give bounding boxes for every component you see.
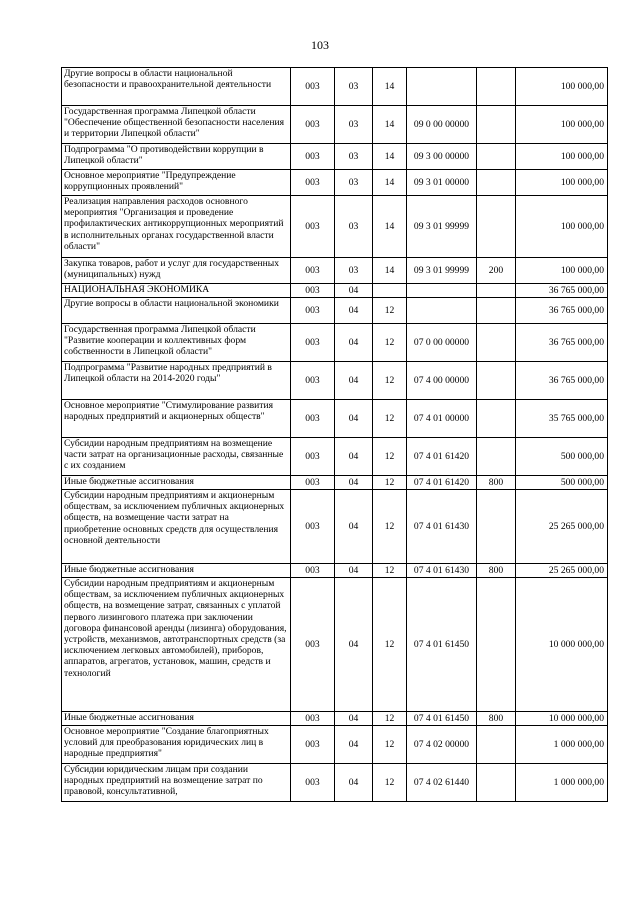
expense-name-cell: Иные бюджетные ассигнования bbox=[62, 712, 291, 726]
ministry-code-cell: 003 bbox=[291, 170, 335, 196]
ministry-code-cell: 003 bbox=[291, 196, 335, 258]
table-row bbox=[62, 106, 608, 144]
table-row bbox=[62, 476, 608, 490]
subsection-code-cell: 12 bbox=[373, 400, 407, 438]
budget-table bbox=[61, 67, 608, 802]
ministry-code-cell: 003 bbox=[291, 438, 335, 476]
section-code-cell: 04 bbox=[335, 324, 373, 362]
table-row bbox=[62, 362, 608, 400]
section-code-cell: 03 bbox=[335, 68, 373, 106]
expense-name-cell: Субсидии юридическим лицам при создании народных предприятий на возмещение затрат по правовой, консультативной, bbox=[62, 764, 291, 802]
section-code-cell: 03 bbox=[335, 258, 373, 284]
expense-name-cell: Другие вопросы в области национальной экономики bbox=[62, 298, 291, 324]
expense-type-cell: 800 bbox=[477, 712, 516, 726]
subsection-code-cell: 12 bbox=[373, 298, 407, 324]
expense-name-cell: Основное мероприятие "Предупреждение коррупционных проявлений" bbox=[62, 170, 291, 196]
target-article-cell: 09 3 01 99999 bbox=[407, 196, 477, 258]
expense-name-cell: Государственная программа Липецкой области "Развитие кооперации и коллективных форм собственности в Липецкой области" bbox=[62, 324, 291, 362]
table-row bbox=[62, 68, 608, 106]
expense-type-cell: 200 bbox=[477, 258, 516, 284]
amount-cell: 100 000,00 bbox=[516, 144, 608, 170]
amount-cell: 100 000,00 bbox=[516, 258, 608, 284]
target-article-cell: 07 4 01 61420 bbox=[407, 438, 477, 476]
amount-cell: 100 000,00 bbox=[516, 106, 608, 144]
expense-name-cell: Иные бюджетные ассигнования bbox=[62, 476, 291, 490]
expense-name-cell: Иные бюджетные ассигнования bbox=[62, 564, 291, 578]
expense-type-cell bbox=[477, 362, 516, 400]
amount-cell: 1 000 000,00 bbox=[516, 726, 608, 764]
target-article-cell bbox=[407, 284, 477, 298]
expense-type-cell bbox=[477, 324, 516, 362]
ministry-code-cell: 003 bbox=[291, 298, 335, 324]
target-article-cell: 07 4 01 61430 bbox=[407, 564, 477, 578]
table-row bbox=[62, 726, 608, 764]
target-article-cell: 07 4 01 00000 bbox=[407, 400, 477, 438]
amount-cell: 36 765 000,00 bbox=[516, 284, 608, 298]
table-row bbox=[62, 170, 608, 196]
target-article-cell: 07 4 00 00000 bbox=[407, 362, 477, 400]
section-code-cell: 04 bbox=[335, 438, 373, 476]
expense-name-cell: Основное мероприятие "Стимулирование развития народных предприятий и акционерных обществ" bbox=[62, 400, 291, 438]
ministry-code-cell: 003 bbox=[291, 144, 335, 170]
section-code-cell: 03 bbox=[335, 106, 373, 144]
ministry-code-cell: 003 bbox=[291, 258, 335, 284]
ministry-code-cell: 003 bbox=[291, 324, 335, 362]
section-code-cell: 04 bbox=[335, 564, 373, 578]
ministry-code-cell: 003 bbox=[291, 400, 335, 438]
expense-name-cell: Подпрограмма "Развитие народных предприятий в Липецкой области на 2014-2020 годы" bbox=[62, 362, 291, 400]
table-row bbox=[62, 490, 608, 564]
section-code-cell: 04 bbox=[335, 726, 373, 764]
subsection-code-cell: 14 bbox=[373, 106, 407, 144]
amount-cell: 100 000,00 bbox=[516, 68, 608, 106]
expense-type-cell bbox=[477, 68, 516, 106]
table-row bbox=[62, 144, 608, 170]
section-code-cell: 04 bbox=[335, 400, 373, 438]
subsection-code-cell: 12 bbox=[373, 324, 407, 362]
target-article-cell: 07 4 02 61440 bbox=[407, 764, 477, 802]
table-row bbox=[62, 324, 608, 362]
amount-cell: 10 000 000,00 bbox=[516, 578, 608, 712]
table-row bbox=[62, 578, 608, 712]
expense-name-cell: Реализация направления расходов основного мероприятия "Организация и проведение профилактических антикоррупционных мероприятий в исполнительных органах государственной власти области" bbox=[62, 196, 291, 258]
subsection-code-cell: 12 bbox=[373, 578, 407, 712]
target-article-cell: 09 3 01 99999 bbox=[407, 258, 477, 284]
section-code-cell: 04 bbox=[335, 578, 373, 712]
table-row bbox=[62, 400, 608, 438]
ministry-code-cell: 003 bbox=[291, 106, 335, 144]
amount-cell: 36 765 000,00 bbox=[516, 362, 608, 400]
ministry-code-cell: 003 bbox=[291, 284, 335, 298]
expense-type-cell bbox=[477, 298, 516, 324]
ministry-code-cell: 003 bbox=[291, 68, 335, 106]
expense-name-cell: Закупка товаров, работ и услуг для государственных (муниципальных) нужд bbox=[62, 258, 291, 284]
section-code-cell: 04 bbox=[335, 490, 373, 564]
subsection-code-cell: 14 bbox=[373, 258, 407, 284]
ministry-code-cell: 003 bbox=[291, 764, 335, 802]
section-code-cell: 04 bbox=[335, 298, 373, 324]
target-article-cell bbox=[407, 298, 477, 324]
subsection-code-cell: 12 bbox=[373, 764, 407, 802]
table-row bbox=[62, 298, 608, 324]
subsection-code-cell: 12 bbox=[373, 726, 407, 764]
ministry-code-cell: 003 bbox=[291, 476, 335, 490]
subsection-code-cell: 12 bbox=[373, 438, 407, 476]
expense-name-cell: Субсидии народным предприятиям на возмещение части затрат на организационные расходы, связанные с их созданием bbox=[62, 438, 291, 476]
table-body bbox=[62, 68, 608, 802]
subsection-code-cell: 12 bbox=[373, 564, 407, 578]
page-number: 103 bbox=[311, 38, 329, 52]
target-article-cell: 09 3 01 00000 bbox=[407, 170, 477, 196]
expense-type-cell bbox=[477, 170, 516, 196]
target-article-cell: 09 0 00 00000 bbox=[407, 106, 477, 144]
subsection-code-cell: 12 bbox=[373, 362, 407, 400]
amount-cell: 36 765 000,00 bbox=[516, 298, 608, 324]
amount-cell: 1 000 000,00 bbox=[516, 764, 608, 802]
expense-type-cell bbox=[477, 764, 516, 802]
target-article-cell: 09 3 00 00000 bbox=[407, 144, 477, 170]
section-code-cell: 04 bbox=[335, 764, 373, 802]
subsection-code-cell: 14 bbox=[373, 68, 407, 106]
amount-cell: 500 000,00 bbox=[516, 438, 608, 476]
expense-type-cell: 800 bbox=[477, 564, 516, 578]
expense-type-cell bbox=[477, 726, 516, 764]
section-code-cell: 04 bbox=[335, 712, 373, 726]
amount-cell: 25 265 000,00 bbox=[516, 564, 608, 578]
expense-type-cell bbox=[477, 284, 516, 298]
table-row bbox=[62, 764, 608, 802]
expense-type-cell bbox=[477, 490, 516, 564]
section-code-cell: 03 bbox=[335, 144, 373, 170]
expense-type-cell bbox=[477, 400, 516, 438]
amount-cell: 500 000,00 bbox=[516, 476, 608, 490]
target-article-cell bbox=[407, 68, 477, 106]
table-row bbox=[62, 196, 608, 258]
expense-type-cell bbox=[477, 578, 516, 712]
expense-name-cell: Субсидии народным предприятиям и акционерным обществам, за исключением публичных акционерных обществ, на возмещение части затрат на приобретение основных средств для осуществления основной деятельности bbox=[62, 490, 291, 564]
expense-type-cell bbox=[477, 438, 516, 476]
ministry-code-cell: 003 bbox=[291, 712, 335, 726]
target-article-cell: 07 0 00 00000 bbox=[407, 324, 477, 362]
expense-type-cell bbox=[477, 106, 516, 144]
section-code-cell: 04 bbox=[335, 362, 373, 400]
ministry-code-cell: 003 bbox=[291, 564, 335, 578]
table-row bbox=[62, 284, 608, 298]
expense-name-cell: Государственная программа Липецкой области "Обеспечение общественной безопасности населения и территории Липецкой области" bbox=[62, 106, 291, 144]
amount-cell: 100 000,00 bbox=[516, 196, 608, 258]
section-code-cell: 03 bbox=[335, 170, 373, 196]
expense-name-cell: Основное мероприятие "Создание благоприятных условий для преобразования юридических лиц в народные предприятия" bbox=[62, 726, 291, 764]
subsection-code-cell bbox=[373, 284, 407, 298]
amount-cell: 100 000,00 bbox=[516, 170, 608, 196]
subsection-code-cell: 12 bbox=[373, 490, 407, 564]
subsection-code-cell: 14 bbox=[373, 144, 407, 170]
table-row bbox=[62, 438, 608, 476]
expense-name-cell: Другие вопросы в области национальной безопасности и правоохранительной деятельности bbox=[62, 68, 291, 106]
subsection-code-cell: 12 bbox=[373, 712, 407, 726]
amount-cell: 35 765 000,00 bbox=[516, 400, 608, 438]
target-article-cell: 07 4 01 61450 bbox=[407, 712, 477, 726]
ministry-code-cell: 003 bbox=[291, 362, 335, 400]
section-code-cell: 03 bbox=[335, 196, 373, 258]
target-article-cell: 07 4 01 61430 bbox=[407, 490, 477, 564]
section-code-cell: 04 bbox=[335, 476, 373, 490]
subsection-code-cell: 14 bbox=[373, 170, 407, 196]
target-article-cell: 07 4 01 61420 bbox=[407, 476, 477, 490]
target-article-cell: 07 4 01 61450 bbox=[407, 578, 477, 712]
amount-cell: 25 265 000,00 bbox=[516, 490, 608, 564]
expense-name-cell: Субсидии народным предприятиям и акционерным обществам, за исключением публичных акционерных обществ, на возмещение затрат, связанных с уплатой первого лизингового платежа при заключении договора финансовой аренды (лизинга) оборудования, устройств, механизмов, автотранспортных средств (за исключением легковых автомобилей), приборов, аппаратов, агрегатов, установок, машин, средств и технологий bbox=[62, 578, 291, 712]
section-code-cell: 04 bbox=[335, 284, 373, 298]
ministry-code-cell: 003 bbox=[291, 490, 335, 564]
expense-type-cell: 800 bbox=[477, 476, 516, 490]
amount-cell: 10 000 000,00 bbox=[516, 712, 608, 726]
expense-name-cell: НАЦИОНАЛЬНАЯ ЭКОНОМИКА bbox=[62, 284, 291, 298]
expense-type-cell bbox=[477, 196, 516, 258]
expense-name-cell: Подпрограмма "О противодействии коррупции в Липецкой области" bbox=[62, 144, 291, 170]
target-article-cell: 07 4 02 00000 bbox=[407, 726, 477, 764]
expense-type-cell bbox=[477, 144, 516, 170]
subsection-code-cell: 12 bbox=[373, 476, 407, 490]
ministry-code-cell: 003 bbox=[291, 726, 335, 764]
ministry-code-cell: 003 bbox=[291, 578, 335, 712]
table-row bbox=[62, 712, 608, 726]
amount-cell: 36 765 000,00 bbox=[516, 324, 608, 362]
table-row bbox=[62, 564, 608, 578]
table-row bbox=[62, 258, 608, 284]
subsection-code-cell: 14 bbox=[373, 196, 407, 258]
